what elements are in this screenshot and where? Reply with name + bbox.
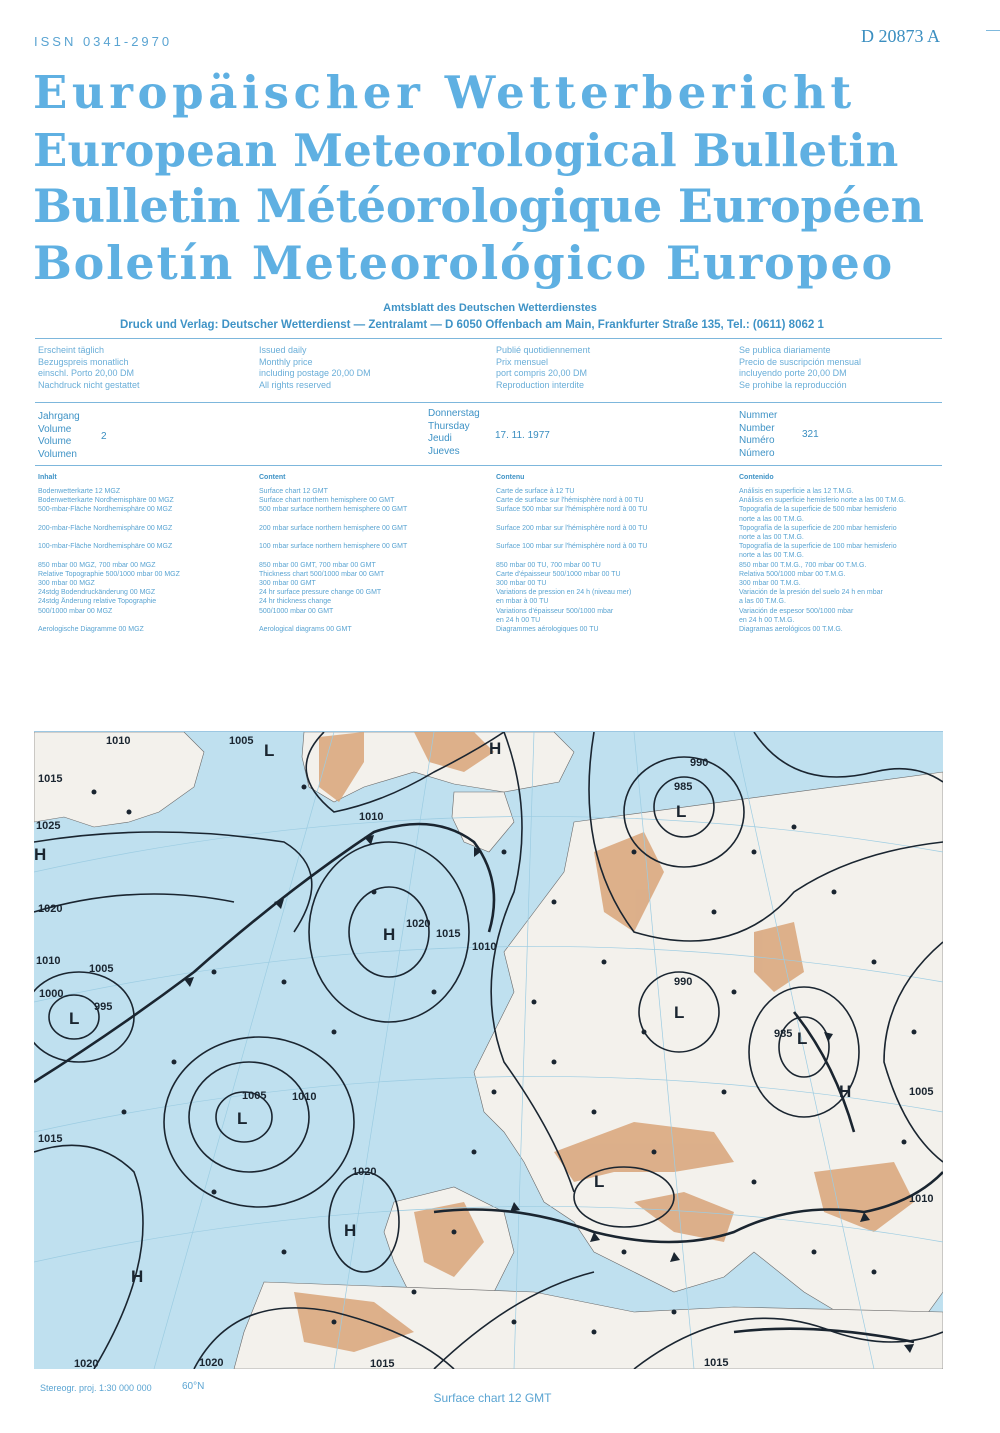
contents-heading-french: Contenu	[496, 474, 525, 481]
pressure-centre-marker: L	[237, 1109, 248, 1128]
issn-number: ISSN 0341-2970	[34, 34, 173, 49]
title-english: European Meteorological Bulletin	[33, 124, 899, 177]
isobar-label: 1005	[89, 963, 114, 975]
divider	[35, 465, 942, 466]
isobar-label: 1015	[38, 773, 63, 785]
contents-heading-spanish: Contenido	[739, 474, 774, 481]
isobar-label: 1020	[352, 1166, 377, 1178]
publisher-line: Druck und Verlag: Deutscher Wetterdienst — Zentralamt — D 6050 Offenbach am Main, Frankfurter Straße 135, Tel.: (0611) 8062 1	[120, 319, 824, 331]
contents-spanish: Análisis en superficie a las 12 T.M.G. Análisis en superficie hemisferio norte a las 00 T.M.G. Topografía de la superficie de 500 mbar hemisferio norte a las 00 T.M.G. Topografía de la superficie de 200 mbar hemisferio norte a las 00 T.M.G. Topografía de la superficie de 100 mbar hemisferio norte a las 00 T.M.G. 850 mbar 00 T.M.G., 700 mbar 00 T.M.G. Relativa 500/1000 mbar 00 T.M.G. 300 mbar 00 T.M.G. Variación de la presión del suelo 24 h en mbar a las 00 T.M.G. Variación de espesor 500/1000 mbar en 24 h 00 T.M.G. Diagramas aerológicos 00 T.M.G.	[739, 488, 906, 634]
isobar-label: 1000	[39, 988, 64, 1000]
title-spanish: Boletín Meteorológico Europeo	[33, 236, 895, 290]
isobar-label: 1005	[242, 1090, 267, 1102]
divider	[35, 338, 942, 339]
subscription-english: Issued daily Monthly price including postage 20,00 DM All rights reserved	[259, 345, 371, 390]
document-id: D 20873 A	[860, 26, 940, 46]
contents-english: Surface chart 12 GMT Surface chart northern hemisphere 00 GMT 500 mbar surface northern hemisphere 00 GMT 200 mbar surface northern hemisphere 00 GMT 100 mbar surface northern hemisphere 00 GMT 850 mbar 00 GMT, 700 mbar 00 GMT Thickness chart 500/1000 mbar 00 GMT 300 mbar 00 GMT 24 hr surface pressure change 00 GMT 24 hr thickness change 500/1000 mbar 00 GMT Aerological diagrams 00 GMT	[259, 488, 408, 634]
isobar-label: 985	[674, 781, 693, 793]
pressure-centre-marker: L	[676, 802, 687, 821]
projection-note: Stereogr. proj. 1:30 000 000	[40, 1383, 152, 1393]
contents-heading-german: Inhalt	[38, 474, 57, 481]
map-caption: Surface chart 12 GMT	[433, 1391, 552, 1405]
volume-labels: Jahrgang Volume Volume Volumen	[38, 411, 80, 460]
isobar-label: 1005	[909, 1086, 934, 1098]
contents-french: Carte de surface à 12 TU Carte de surface sur l'hémisphère nord à 00 TU Surface 500 mbar sur l'hémisphère nord à 00 TU Surface 200 mbar sur l'hémisphère nord à 00 TU Surface 100 mbar sur l'hémisphère nord à 00 TU 850 mbar 00 TU, 700 mbar 00 TU Carte d'épaisseur 500/1000 mbar 00 TU 300 mbar 00 TU Variations de pression en 24 h (niveau mer) en mbar à 00 TU Variations d'épaisseur 500/1000 mbar en 24 h 00 TU Diagrammes aérologiques 00 TU	[496, 488, 648, 634]
pressure-centre-marker: L	[594, 1172, 605, 1191]
issue-date: 17. 11. 1977	[495, 430, 550, 441]
isobar-label: 1020	[74, 1358, 99, 1369]
isobar-label: 1015	[436, 928, 461, 940]
pressure-centre-marker: L	[674, 1003, 685, 1022]
contents-german: Bodenwetterkarte 12 MGZ Bodenwetterkarte Nordhemisphäre 00 MGZ 500-mbar-Fläche Nordhemisphäre 00 MGZ 200-mbar-Fläche Nordhemisphäre 00 MGZ 100-mbar-Fläche Nordhemisphäre 00 MGZ 850 mbar 00 MGZ, 700 mbar 00 MGZ Relative Topographie 500/1000 mbar 00 MGZ 300 mbar 00 MGZ 24stdg Bodendruckänderung 00 MGZ 24stdg Änderung relative Topographie 500/1000 mbar 00 MGZ Aerologische Diagramme 00 MGZ	[38, 488, 180, 634]
isobar-label: 1025	[36, 820, 61, 832]
isobar-label: 1020	[199, 1357, 224, 1369]
isobar-label: 990	[690, 757, 709, 769]
issue-number: 321	[802, 429, 819, 440]
pressure-centre-marker: H	[383, 925, 396, 944]
isobar-label: 995	[94, 1001, 113, 1013]
title-german: Europäischer Wetterbericht	[33, 66, 856, 119]
weekday-labels: Donnerstag Thursday Jeudi Jueves	[428, 408, 480, 457]
isobar-label: 1015	[370, 1358, 395, 1369]
surface-weather-map	[34, 731, 943, 1369]
isobar-label: 1005	[229, 735, 254, 747]
pressure-centre-marker: H	[839, 1082, 852, 1101]
isobar-label: 1010	[472, 941, 497, 953]
isobar-label: 1015	[38, 1133, 63, 1145]
pressure-centre-marker: L	[797, 1029, 808, 1048]
pressure-centre-marker: L	[264, 741, 275, 760]
isobar-label: 985	[774, 1028, 793, 1040]
isobar-label: 1015	[704, 1357, 729, 1369]
isobar-label: 1010	[36, 955, 61, 967]
contents-heading-english: Content	[259, 474, 286, 481]
weather-map-svg	[34, 732, 943, 1369]
amtsblatt-line: Amtsblatt des Deutschen Wetterdienstes	[383, 302, 597, 314]
isobar-label: 1020	[38, 903, 63, 915]
isobar-label: 1010	[359, 811, 384, 823]
pressure-centre-marker: H	[34, 845, 47, 864]
pressure-centre-marker: H	[344, 1221, 357, 1240]
isobar-label: 1010	[106, 735, 131, 747]
subscription-spanish: Se publica diariamente Precio de suscripción mensual incluyendo porte 20,00 DM Se prohibe la reproducción	[739, 345, 862, 390]
subscription-french: Publié quotidiennement Prix mensuel port compris 20,00 DM Reproduction interdite	[496, 345, 591, 390]
volume-value: 2	[101, 431, 107, 442]
subscription-german: Erscheint täglich Bezugspreis monatlich einschl. Porto 20,00 DM Nachdruck nicht gestattet	[38, 345, 140, 390]
isobar-label: 1020	[406, 918, 431, 930]
title-french: Bulletin Météorologique Européen	[33, 179, 924, 233]
divider	[35, 402, 942, 403]
number-labels: Nummer Number Numéro Número	[739, 410, 778, 459]
isobar-label: 990	[674, 976, 693, 988]
pressure-centre-marker: H	[489, 739, 502, 758]
isobar-label: 1010	[909, 1193, 934, 1205]
isobar-label: 1010	[292, 1091, 317, 1103]
latitude-note: 60°N	[182, 1381, 205, 1392]
pressure-centre-marker: L	[69, 1009, 80, 1028]
edge-mark	[986, 30, 1000, 31]
pressure-centre-marker: H	[131, 1267, 144, 1286]
